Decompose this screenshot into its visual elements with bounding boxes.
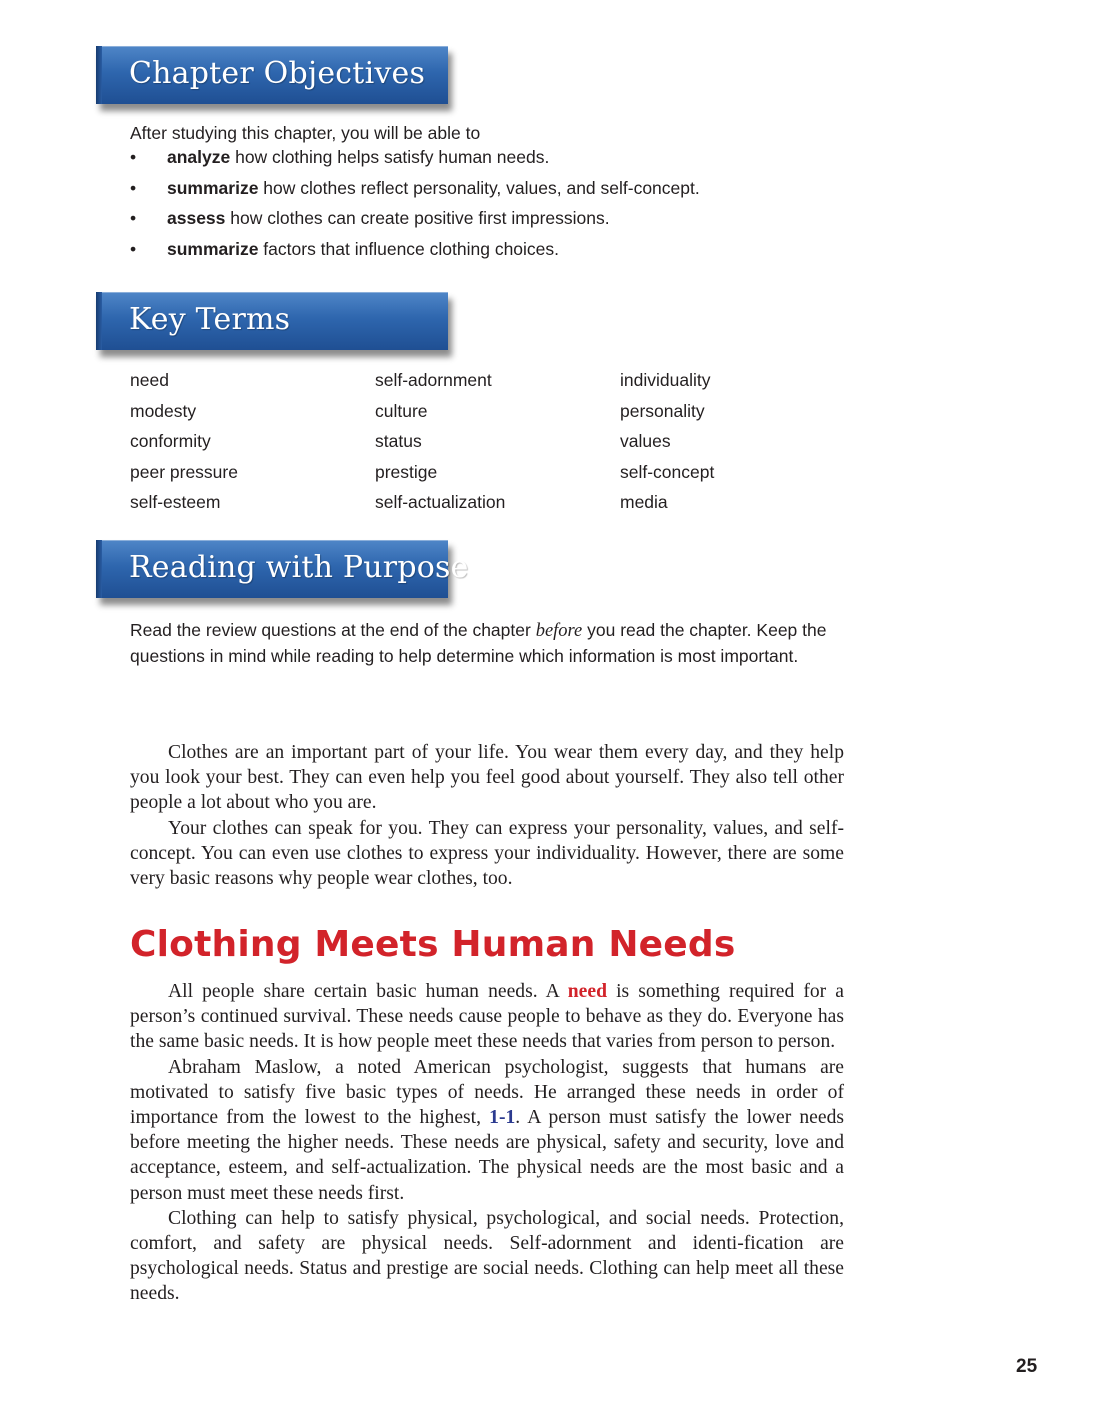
key-terms-column	[375, 370, 505, 523]
objective-verb: analyze	[167, 147, 231, 167]
key-term: self-esteem	[130, 492, 221, 513]
key-term: self-actualization	[375, 492, 506, 513]
section-heading: Clothing Meets Human Needs	[130, 924, 736, 965]
reading-purpose-text-start: Read the review questions at the end of the chapter	[130, 620, 536, 640]
paragraph-text: Abraham Maslow, a noted American psychologist, suggests that humans are motivated to satisfy five basic types of needs. He arranged these needs in order of importance from the lowest to the highest,	[130, 1056, 844, 1129]
key-term: peer pressure	[130, 461, 238, 482]
reading-purpose-italic: before	[535, 621, 583, 641]
key-term-highlight: need	[567, 981, 607, 1002]
key-term: culture	[375, 400, 428, 421]
paragraph-text: All people share certain basic human needs. A	[168, 981, 568, 1002]
key-term: individuality	[620, 370, 711, 390]
objective-text: factors that influence clothing choices.	[258, 239, 560, 260]
figure-reference: 1-1	[489, 1107, 516, 1129]
bullet-icon: •	[130, 239, 137, 260]
key-terms-column	[130, 370, 238, 523]
objective-item	[130, 239, 700, 270]
key-term: personality	[620, 400, 705, 421]
key-term: self-concept	[620, 461, 715, 482]
body-paragraph: Your clothes can speak for you. They can express your personality, values, and self-concept. You can even use clothes to express your individuality. However, there are some very basic reasons why people wear clothes, too.	[130, 817, 844, 890]
body-paragraph	[130, 979, 844, 1055]
reading-purpose-text	[130, 618, 850, 669]
objective-verb: summarize	[167, 239, 259, 260]
body-paragraph: Clothes are an important part of your life. You wear them every day, and they help you look your best. They can even help you feel good about yourself. They also tell other people a lot about who you are.	[130, 742, 844, 814]
objective-text: how clothing helps satisfy human needs.	[230, 147, 550, 167]
objective-text: how clothes can create positive first impressions.	[225, 208, 610, 229]
key-terms-column	[620, 370, 714, 523]
objective-verb: summarize	[167, 177, 259, 198]
objectives-intro: After studying this chapter, you will be able to	[130, 123, 481, 143]
section-paragraphs	[130, 979, 844, 1307]
key-terms-banner	[96, 292, 448, 350]
key-term: media	[620, 492, 668, 513]
chapter-objectives-banner	[96, 46, 448, 104]
reading-purpose-text-end: you read the chapter. Keep the questions in mind while reading to help determine which information is most important.	[130, 620, 827, 666]
bullet-icon: •	[130, 177, 137, 198]
body-paragraph: Clothing can help to satisfy physical, psychological, and social needs. Protection, comfort, and safety are physical needs. Self-adornment and identi-fication are psychological needs. Status and prestige are social needs. Clothing can help meet all these needs.	[130, 1207, 844, 1305]
key-term: self-adornment	[375, 370, 492, 390]
bullet-icon: •	[130, 208, 137, 229]
key-term: conformity	[130, 431, 211, 452]
objective-text: how clothes reflect personality, values, and self-concept.	[258, 177, 700, 198]
objective-verb: assess	[167, 208, 226, 229]
intro-paragraphs	[130, 740, 844, 891]
objectives-list	[130, 147, 700, 270]
paragraph-text: is something required for a person’s continued survival. These needs cause people to behave as they do. Everyone has the same basic needs. It is how people meet these needs that varies from person to person.	[130, 981, 844, 1053]
key-term: values	[620, 431, 671, 452]
bullet-icon: •	[130, 147, 137, 167]
key-terms-title: Key Terms	[129, 302, 291, 337]
key-term: need	[130, 370, 169, 390]
reading-purpose-title: Reading with Purpose	[129, 550, 469, 585]
page-number: 25	[1016, 1356, 1038, 1377]
objective-item	[130, 178, 700, 209]
key-term: modesty	[130, 400, 197, 421]
objective-item	[130, 147, 700, 178]
paragraph-text: . A person must satisfy the lower needs before meeting the higher needs. These needs are physical, safety and security, love and acceptance, esteem, and self-actualization. The physical needs are the most basic and a person must meet these needs first.	[130, 1107, 844, 1204]
body-paragraph	[130, 1055, 844, 1206]
chapter-objectives-title: Chapter Objectives	[129, 56, 426, 91]
reading-purpose-banner	[96, 540, 469, 598]
objective-item	[130, 208, 700, 239]
key-term: status	[375, 431, 422, 452]
key-term: prestige	[375, 461, 438, 482]
